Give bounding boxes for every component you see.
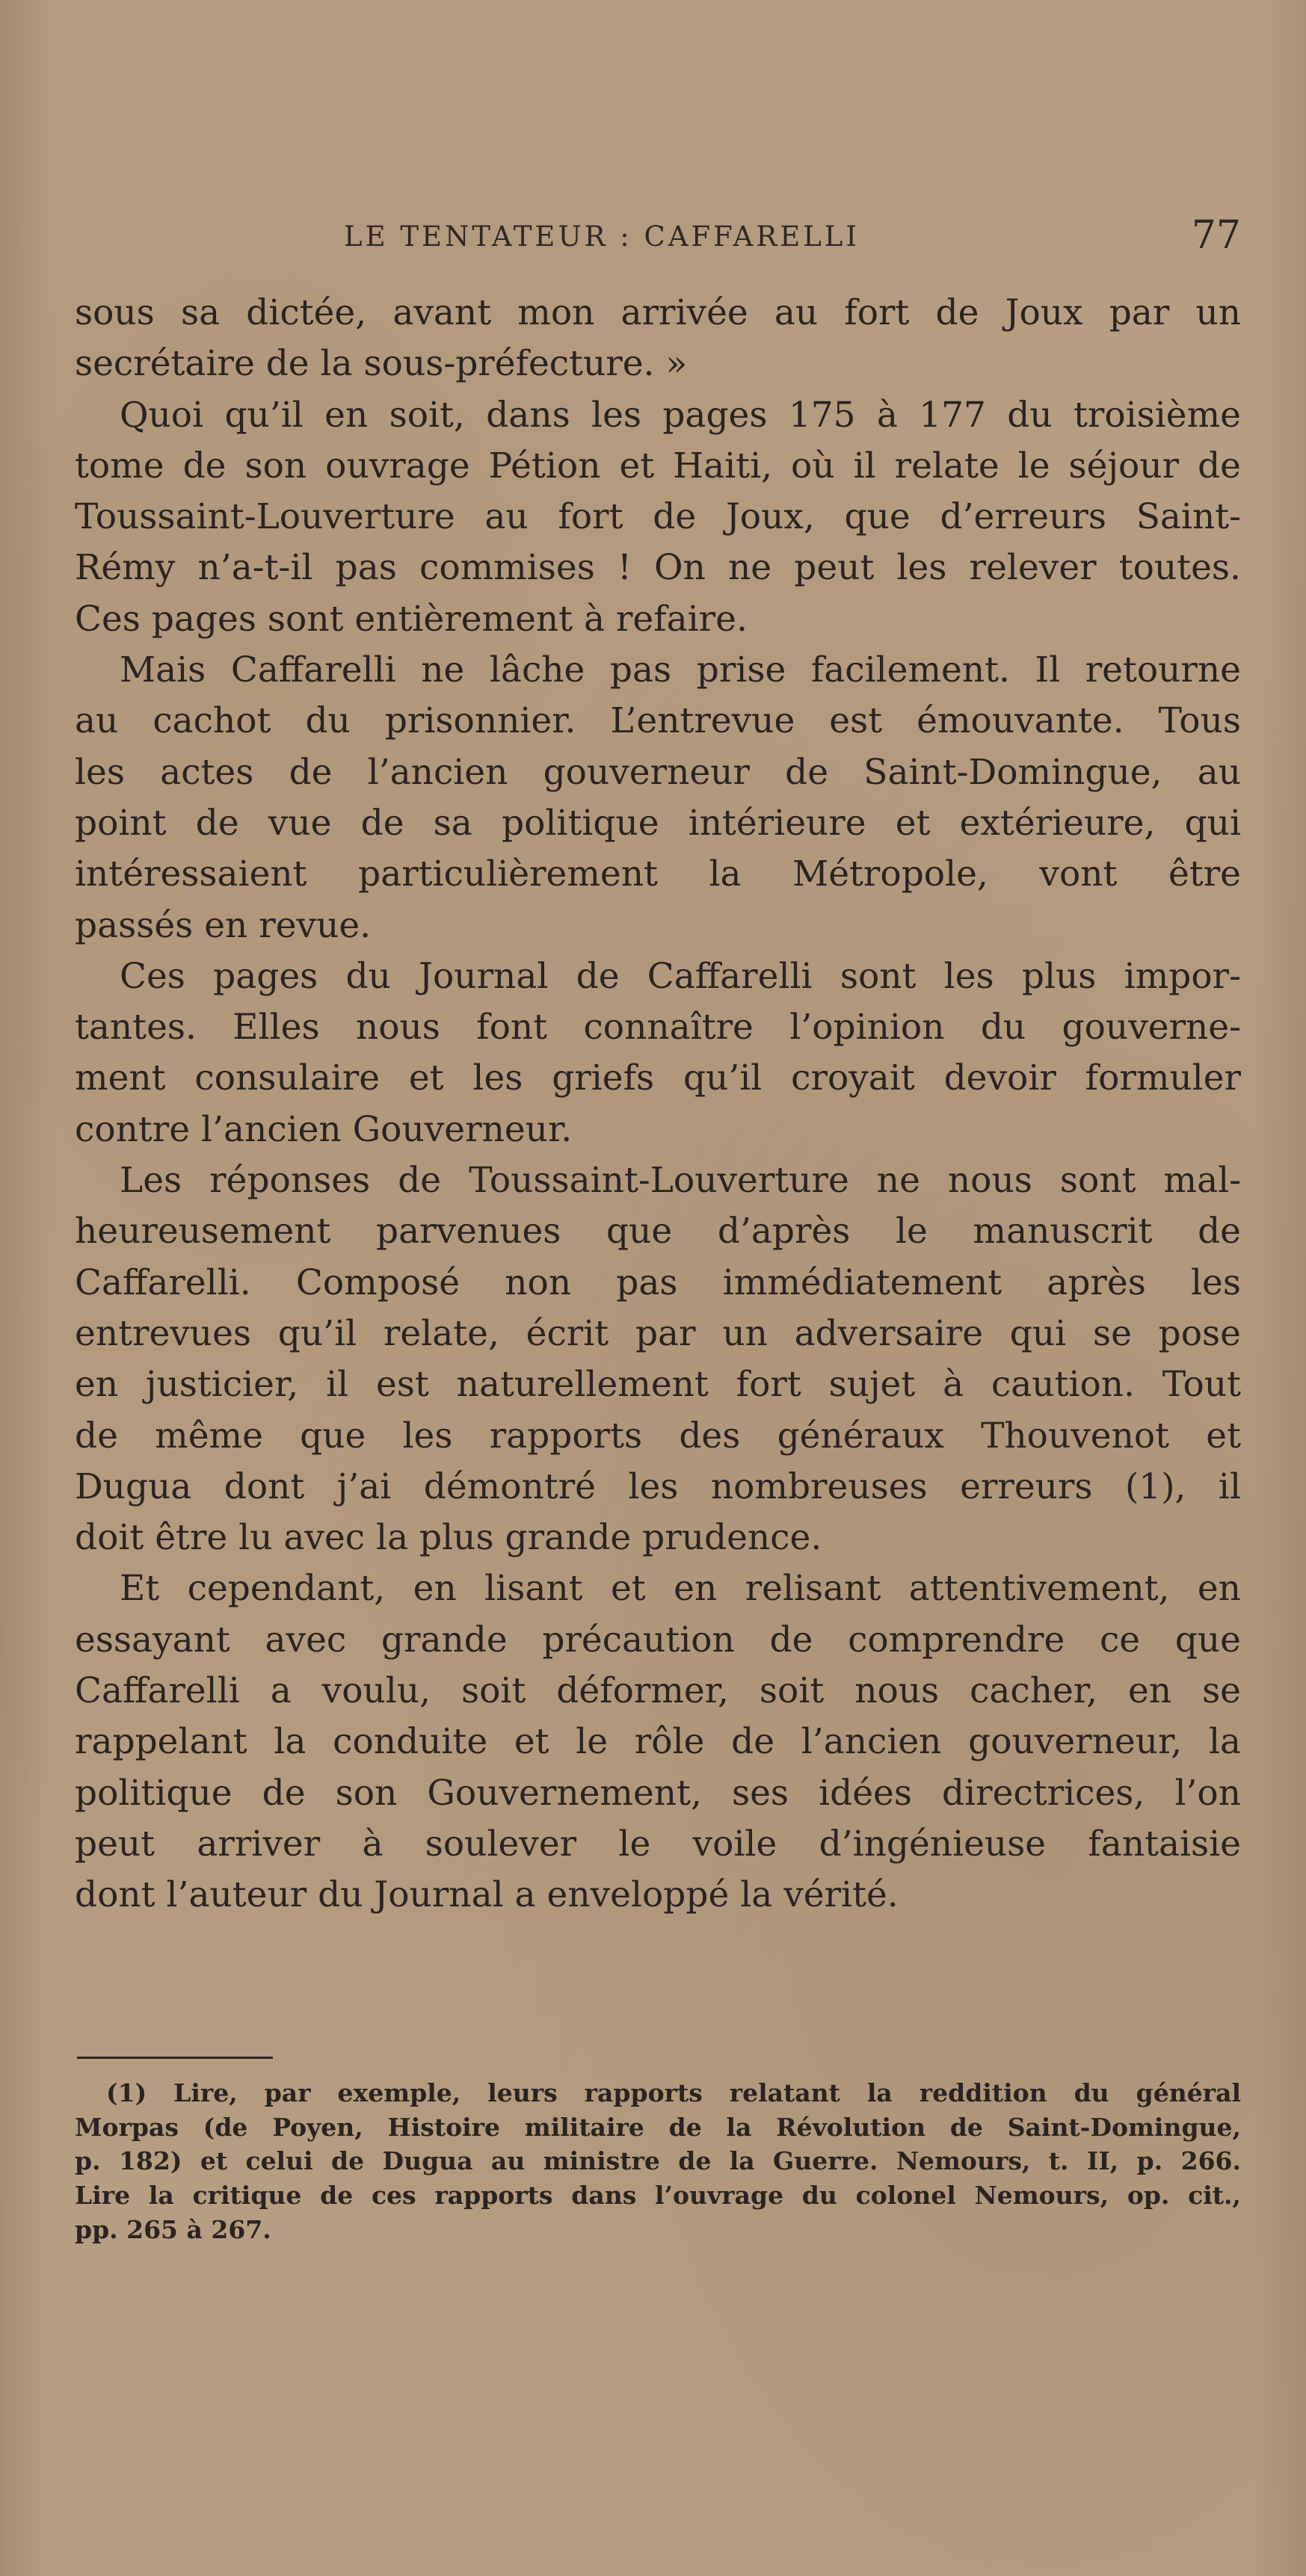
text-line: Ces pages sont entièrement à refaire. xyxy=(75,598,748,640)
paragraph-start-line: Les réponses de Toussaint-Louverture ne nous sont mal- xyxy=(120,1160,1241,1202)
text-line: essayant avec grande précaution de comprendre ce que xyxy=(75,1619,1241,1661)
text-line: de même que les rapports des généraux Thouvenot et xyxy=(75,1415,1241,1457)
text-line: Dugua dont j’ai démontré les nombreuses erreurs (1), il xyxy=(75,1465,1241,1507)
text-line: sous sa dictée, avant mon arrivée au fort de Joux par un xyxy=(75,292,1241,333)
text-line: contre l’ancien Gouverneur. xyxy=(75,1108,573,1150)
text-line: politique de son Gouvernement, ses idées directrices, l’on xyxy=(75,1772,1241,1814)
paragraph-start-line: Ces pages du Journal de Caffarelli sont les plus impor- xyxy=(120,955,1241,997)
text-line: Toussaint-Louverture au fort de Joux, que d’erreurs Saint- xyxy=(75,496,1241,538)
text-line: rappelant la conduite et le rôle de l’ancien gouverneur, la xyxy=(75,1721,1241,1763)
footnote-line: p. 182) et celui de Dugua au ministre de la Guerre. Nemours, t. II, p. 266. xyxy=(75,2146,1241,2176)
text-line: heureusement parvenues que d’après le manuscrit de xyxy=(75,1211,1241,1253)
footnote-line: Morpas (de Poyen, Histoire militaire de la Révolution de Saint-Domingue, xyxy=(75,2112,1241,2142)
text-line: en justicier, il est naturellement fort sujet à caution. Tout xyxy=(75,1364,1241,1406)
footnotes xyxy=(75,2076,1241,2246)
footnote-divider xyxy=(77,2057,273,2059)
text-line: point de vue de sa politique intérieure et extérieure, qui xyxy=(75,802,1241,844)
running-head xyxy=(75,213,1241,258)
body-text xyxy=(75,288,1241,1921)
text-line: ment consulaire et les griefs qu’il croyait devoir formuler xyxy=(75,1057,1241,1099)
paragraph-start-line: Et cependant, en lisant et en relisant attentivement, en xyxy=(120,1568,1241,1610)
text-line: au cachot du prisonnier. L’entrevue est émouvante. Tous xyxy=(75,700,1241,742)
text-line: passés en revue. xyxy=(75,904,372,946)
text-line: dont l’auteur du Journal a enveloppé la vérité. xyxy=(75,1874,899,1916)
footnote-line: pp. 265 à 267. xyxy=(75,2214,271,2244)
running-title: LE TENTATEUR : CAFFARELLI xyxy=(344,220,860,253)
text-line: peut arriver à soulever le voile d’ingénieuse fantaisie xyxy=(75,1823,1241,1865)
footnote-line: (1) Lire, par exemple, leurs rapports relatant la reddition du général xyxy=(106,2078,1241,2107)
text-line: Caffarelli a voulu, soit déformer, soit nous cacher, en se xyxy=(75,1670,1241,1712)
text-line: Caffarelli. Composé non pas immédiatement après les xyxy=(75,1261,1241,1303)
footnote-line: Lire la critique de ces rapports dans l’ouvrage du colonel Nemours, op. cit., xyxy=(75,2181,1241,2211)
text-line: les actes de l’ancien gouverneur de Saint-Domingue, au xyxy=(75,751,1241,793)
paragraph-start-line: Mais Caffarelli ne lâche pas prise facilement. Il retourne xyxy=(120,649,1241,691)
text-line: doit être lu avec la plus grande prudence. xyxy=(75,1517,822,1559)
paragraph-start-line: Quoi qu’il en soit, dans les pages 175 à 177 du troisième xyxy=(120,394,1241,436)
page-number: 77 xyxy=(1191,213,1241,258)
text-line: tantes. Elles nous font connaître l’opinion du gouverne- xyxy=(75,1007,1241,1048)
text-line: secrétaire de la sous-préfecture. » xyxy=(75,343,688,385)
text-line: tome de son ouvrage Pétion et Haiti, où il relate le séjour de xyxy=(75,445,1241,487)
text-line: intéressaient particulièrement la Métropole, vont être xyxy=(75,853,1241,895)
text-line: entrevues qu’il relate, écrit par un adversaire qui se pose xyxy=(75,1312,1241,1354)
text-line: Rémy n’a-t-il pas commises ! On ne peut les relever toutes. xyxy=(75,547,1241,589)
